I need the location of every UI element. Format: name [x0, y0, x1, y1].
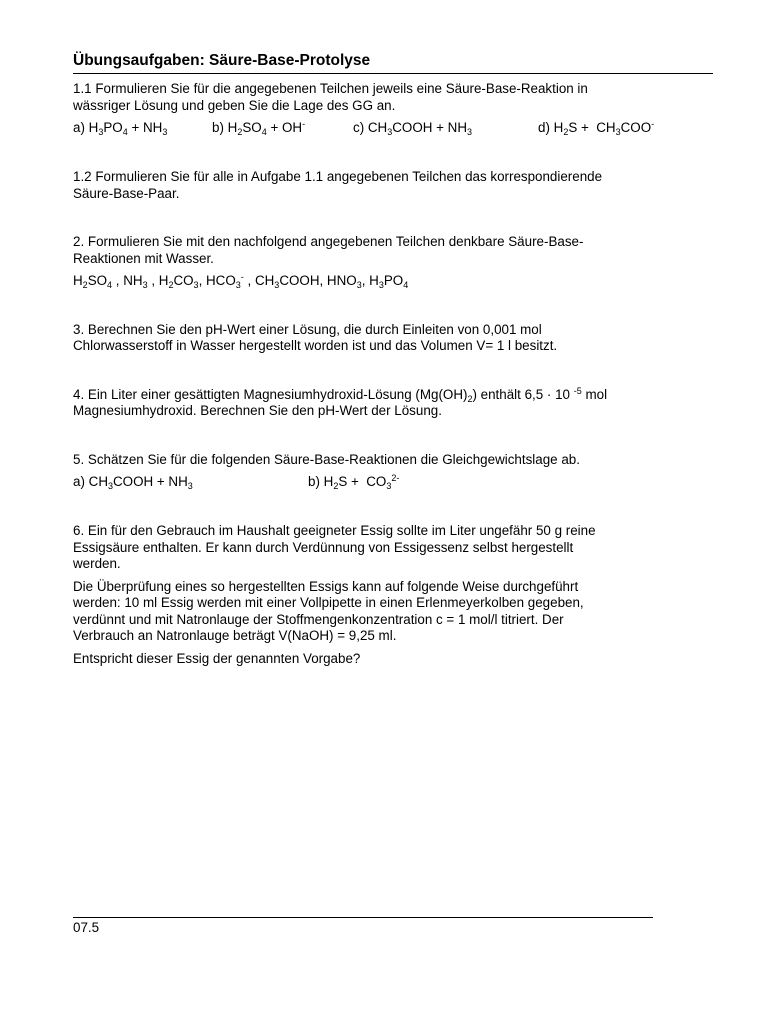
task-2-line-1: 2. Formulieren Sie mit den nachfolgend angegebenen Teilchen denkbare Säure-Base-	[73, 234, 584, 249]
task-6-p2-line-4: Verbrauch an Natronlauge beträgt V(NaOH) = 9,25 ml.	[73, 628, 397, 643]
reaction-a: a) $CH_3COOH + NH_3$	[73, 474, 193, 491]
task-2-line-2: Reaktionen mit Wasser.	[73, 250, 214, 266]
worksheet-title: Übungsaufgaben: Säure-Base-Protolyse	[73, 52, 713, 74]
task-6-line-1: 6. Ein für den Gebrauch im Haushalt geeigneter Essig sollte im Liter ungefähr 50 g reine	[73, 523, 596, 538]
task-1-1-line-1: 1.1 Formulieren Sie für die angegebenen Teilchen jeweils eine Säure-Base-Reaktion in	[73, 81, 588, 96]
footer-code: 07.5	[73, 920, 100, 935]
reaction-b: b) $H_2S + CO_3^{2-}$	[308, 473, 400, 491]
task-5-line-1: 5. Schätzen Sie für die folgenden Säure-Base-Reaktionen die Gleichgewichtslage ab.	[73, 451, 580, 467]
task-6-question: Entspricht dieser Essig der genannten Vorgabe?	[73, 650, 361, 666]
task-6-p2-line-2: werden: 10 ml Essig werden mit einer Vollpipette in einen Erlenmeyerkolben gegeben,	[73, 595, 584, 610]
task-1-2-line-1: 1.2 Formulieren Sie für alle in Aufgabe 1.1 angegebenen Teilchen das korrespondierende	[73, 169, 603, 184]
particle-c: c) $CH_3COOH + NH_3$	[353, 120, 473, 137]
task-5-reactions	[73, 474, 713, 491]
task-3-line-2: Chlorwasserstoff in Wasser hergestellt worden ist und das Volumen V= 1 l besitzt.	[73, 338, 558, 353]
task-3-line-1: 3. Berechnen Sie den pH-Wert einer Lösung, die durch Einleiten von 0,001 mol	[73, 321, 542, 337]
footer	[73, 903, 653, 935]
task-4-line-1: 4. Ein Liter einer gesättigten Magnesiumhydroxid-Lösung $(Mg(OH)_2)$ enthält 6,5 · 10 $^{-5}$ mol	[73, 385, 608, 404]
particle-b: b) $H_2SO_4 + OH^-$	[212, 119, 306, 137]
task-6-p2-line-3: verdünnt und mit Natronlauge der Stoffmengenkonzentration c = 1 mol/l titriert. Der	[73, 611, 564, 627]
task-1-1-line-2: wässriger Lösung und geben Sie die Lage des GG an.	[73, 97, 396, 113]
worksheet	[73, 52, 713, 667]
task-2-particles: $H_2SO_4$ , $NH_3$ , $H_2CO_3$, $HCO_3^-$ , $CH_3COOH$, $HNO_3$, $H_3PO_4$	[73, 272, 409, 290]
task-1-1-particles	[73, 120, 713, 137]
footer-rule	[73, 903, 653, 918]
task-6-line-2: Essigsäure enthalten. Er kann durch Verdünnung von Essigessenz selbst hergestellt	[73, 539, 574, 555]
task-1-2-line-2: Säure-Base-Paar.	[73, 185, 180, 201]
particle-a: a) $H_3PO_4 + NH_3$	[73, 120, 168, 137]
task-4-line-2: Magnesiumhydroxid. Berechnen Sie den pH-Wert der Lösung.	[73, 403, 442, 418]
particle-d: d) $H_2S + CH_3COO^-$	[538, 119, 655, 137]
task-6-line-3: werden.	[73, 556, 121, 571]
task-6-p2-line-1: Die Überprüfung eines so hergestellten Essigs kann auf folgende Weise durchgeführt	[73, 578, 579, 594]
